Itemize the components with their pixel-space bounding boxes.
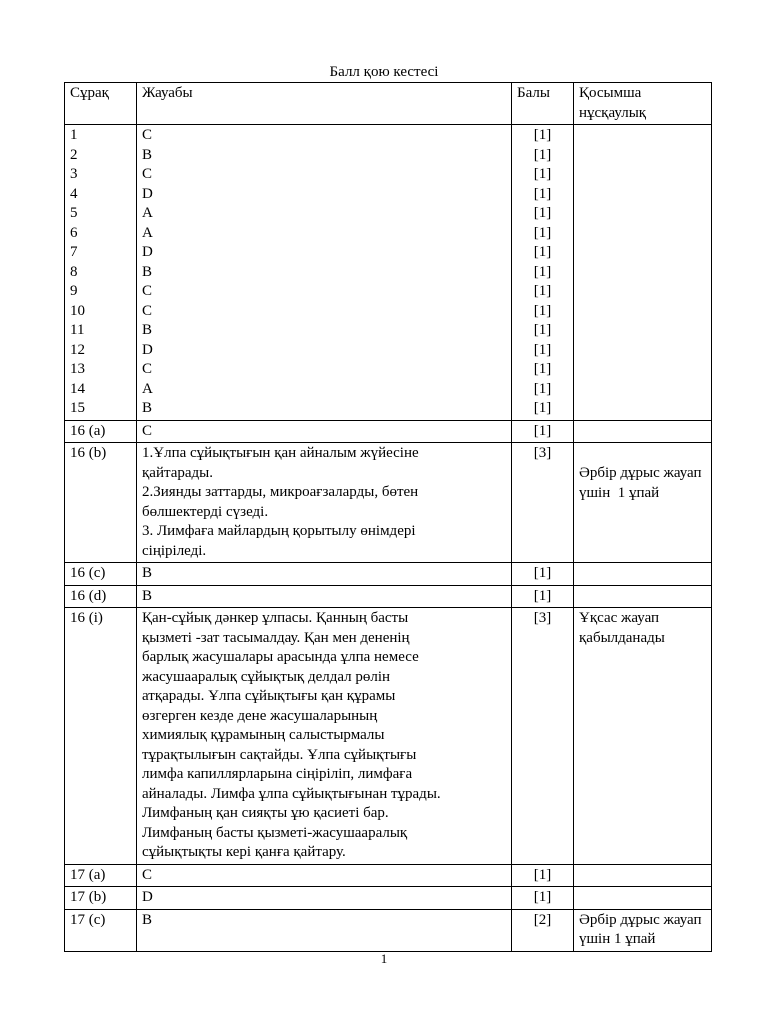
answer-text: B <box>142 263 153 280</box>
guidance-cell <box>574 443 712 563</box>
mark-cell <box>512 420 574 443</box>
mark-value: [1] <box>533 361 552 377</box>
mark-value: [1] <box>533 127 552 143</box>
guidance-text: Әрбір дұрыс жауап үшін 1 ұпай <box>579 465 706 501</box>
question-number: 16 (d) <box>70 587 107 604</box>
question-number: 16 (b) <box>70 445 107 461</box>
question-cell <box>65 608 137 865</box>
question-number: 16 (i) <box>70 610 103 626</box>
mark-value: [1] <box>533 866 552 883</box>
question-number: 7 <box>70 244 78 260</box>
header-row <box>65 83 712 125</box>
mark-value: [1] <box>533 341 552 358</box>
question-cell <box>65 909 137 951</box>
question-cell <box>65 563 137 586</box>
guidance-cell <box>574 909 712 951</box>
answer-text: сіңіріледі. <box>142 542 207 559</box>
question-number: 6 <box>70 224 78 241</box>
answer-cell <box>137 420 512 443</box>
question-number: 4 <box>70 185 78 202</box>
question-cell <box>65 420 137 443</box>
question-number: 14 <box>70 380 85 397</box>
mark-cell <box>512 563 574 586</box>
answer-cell <box>137 887 512 910</box>
answer-text: 3. Лимфаға майлардың қорытылу өнімдері <box>142 523 416 539</box>
question-number: 5 <box>70 205 78 221</box>
question-number: 13 <box>70 361 85 377</box>
mark-value: [1] <box>533 380 552 397</box>
answer-text: A <box>142 224 153 241</box>
header-question: Сұрақ <box>65 83 137 125</box>
answer-text: сұйықтықты кері қанға қайтару. <box>142 844 346 860</box>
question-cell <box>65 864 137 887</box>
question-number: 16 (c) <box>70 565 106 581</box>
mark-value: [1] <box>533 587 552 604</box>
guidance-cell <box>574 864 712 887</box>
question-cell <box>65 443 137 563</box>
answer-text: C <box>142 866 153 883</box>
mark-value: [1] <box>533 205 552 221</box>
answer-text: C <box>142 302 153 319</box>
mark-cell <box>512 909 574 951</box>
guidance-cell <box>574 608 712 865</box>
answer-text: бөлшектерді сүзеді. <box>142 503 269 520</box>
answer-text: B <box>142 565 153 581</box>
answer-cell <box>137 585 512 608</box>
answer-text: жасушааралық сұйықтық делдал рөлін <box>142 668 391 685</box>
guidance-cell <box>574 563 712 586</box>
table-row <box>65 864 712 887</box>
answer-text: атқарады. Ұлпа сұйықтығы қан құрамы <box>142 688 396 704</box>
answer-text: B <box>142 146 153 163</box>
question-number: 17 (a) <box>70 866 106 883</box>
answer-text: айналады. Лимфа ұлпа сұйықтығынан тұрады. <box>142 785 441 802</box>
answer-text: A <box>142 205 153 221</box>
guidance-cell <box>574 420 712 443</box>
mark-value: [1] <box>533 565 552 581</box>
question-number: 16 (a) <box>70 422 106 439</box>
answer-text: C <box>142 283 153 299</box>
mark-cell <box>512 887 574 910</box>
question-number: 1 <box>70 127 78 143</box>
guidance-cell <box>574 887 712 910</box>
question-number: 17 (b) <box>70 889 107 905</box>
table-row <box>65 420 712 443</box>
question-number: 11 <box>70 322 85 338</box>
header-mark: Балы <box>512 83 574 125</box>
answer-text: D <box>142 185 153 202</box>
mark-value: [1] <box>533 224 552 241</box>
mark-value: [1] <box>533 263 552 280</box>
answer-text: химиялық құрамының салыстырмалы <box>142 727 385 743</box>
answer-text: B <box>142 400 153 416</box>
mark-value: [1] <box>533 244 552 260</box>
mark-value: [1] <box>533 400 552 416</box>
mc-marks-cell <box>512 125 574 421</box>
answer-text: өзгерген кезде дене жасушаларының <box>142 707 378 724</box>
guidance-text: Әрбір дұрыс жауап үшін 1 ұпай <box>579 911 706 947</box>
answer-text: D <box>142 341 153 358</box>
mc-answers-cell <box>137 125 512 421</box>
answer-cell <box>137 909 512 951</box>
answer-text: тұрақтылығын сақтайды. Ұлпа сұйықтығы <box>142 746 417 763</box>
answer-text: Лимфаның басты қызметі-жасушааралық <box>142 824 408 841</box>
table-row <box>65 585 712 608</box>
mark-value: [3] <box>533 610 552 626</box>
answer-text: қызметі -зат тасымалдау. Қан мен дененің <box>142 629 410 646</box>
table-row <box>65 887 712 910</box>
page-number: 1 <box>380 951 388 966</box>
table-row <box>65 608 712 865</box>
answer-text: C <box>142 361 153 377</box>
question-number: 9 <box>70 283 78 299</box>
question-number: 12 <box>70 341 85 358</box>
question-number: 17 (c) <box>70 911 106 928</box>
mark-value: [3] <box>533 445 552 461</box>
answer-text: D <box>142 244 153 260</box>
table-row <box>65 563 712 586</box>
mc-questions-cell <box>65 125 137 421</box>
page-title: Балл қою кестесі <box>329 64 439 80</box>
answer-cell <box>137 864 512 887</box>
answer-text: C <box>142 422 153 439</box>
guidance-cell <box>574 585 712 608</box>
mark-cell <box>512 585 574 608</box>
answer-text: қайтарады. <box>142 464 213 481</box>
mark-value: [1] <box>533 322 552 338</box>
answer-text: B <box>142 911 153 928</box>
header-answer: Жауабы <box>137 83 512 125</box>
answer-text: Қан-сұйық дәнкер ұлпасы. Қанның басты <box>142 610 409 626</box>
mark-value: [1] <box>533 302 552 319</box>
mark-value: [1] <box>533 283 552 299</box>
question-number: 10 <box>70 302 85 319</box>
answer-text: B <box>142 322 153 338</box>
mc-guidance-cell <box>574 125 712 421</box>
mark-cell <box>512 608 574 865</box>
answer-cell <box>137 608 512 865</box>
answer-text: A <box>142 380 153 397</box>
answer-text: лимфа капиллярларына сіңіріліп, лимфаға <box>142 766 413 782</box>
answer-cell <box>137 563 512 586</box>
mark-value: [1] <box>533 166 552 182</box>
table-row <box>65 909 712 951</box>
mark-value: [1] <box>533 185 552 202</box>
mark-value: [1] <box>533 422 552 439</box>
question-number: 2 <box>70 146 78 163</box>
mark-value: [1] <box>533 889 552 905</box>
question-number: 15 <box>70 400 85 416</box>
answer-text: 1.Ұлпа сұйықтығын қан айналым жүйесіне <box>142 445 419 461</box>
answer-text: D <box>142 889 153 905</box>
marking-table <box>64 82 712 952</box>
answer-text: барлық жасушалары арасында ұлпа немесе <box>142 649 419 665</box>
answer-text: C <box>142 127 153 143</box>
answer-text: B <box>142 587 153 604</box>
answer-text: Лимфаның қан сияқты ұю қасиеті бар. <box>142 805 389 821</box>
mark-cell <box>512 443 574 563</box>
guidance-text: Ұқсас жауап қабылданады <box>579 610 665 646</box>
question-cell <box>65 887 137 910</box>
question-cell <box>65 585 137 608</box>
mark-value: [2] <box>533 911 552 928</box>
header-guidance: Қосымша нұсқаулық <box>574 83 712 125</box>
mark-value: [1] <box>533 146 552 163</box>
table-row <box>65 443 712 563</box>
answer-text: C <box>142 166 153 182</box>
question-number: 8 <box>70 263 78 280</box>
answer-text: 2.Зиянды заттарды, микроағзаларды, бөтен <box>142 484 419 500</box>
question-number: 3 <box>70 166 78 182</box>
mc-row <box>65 125 712 421</box>
mark-cell <box>512 864 574 887</box>
answer-cell <box>137 443 512 563</box>
